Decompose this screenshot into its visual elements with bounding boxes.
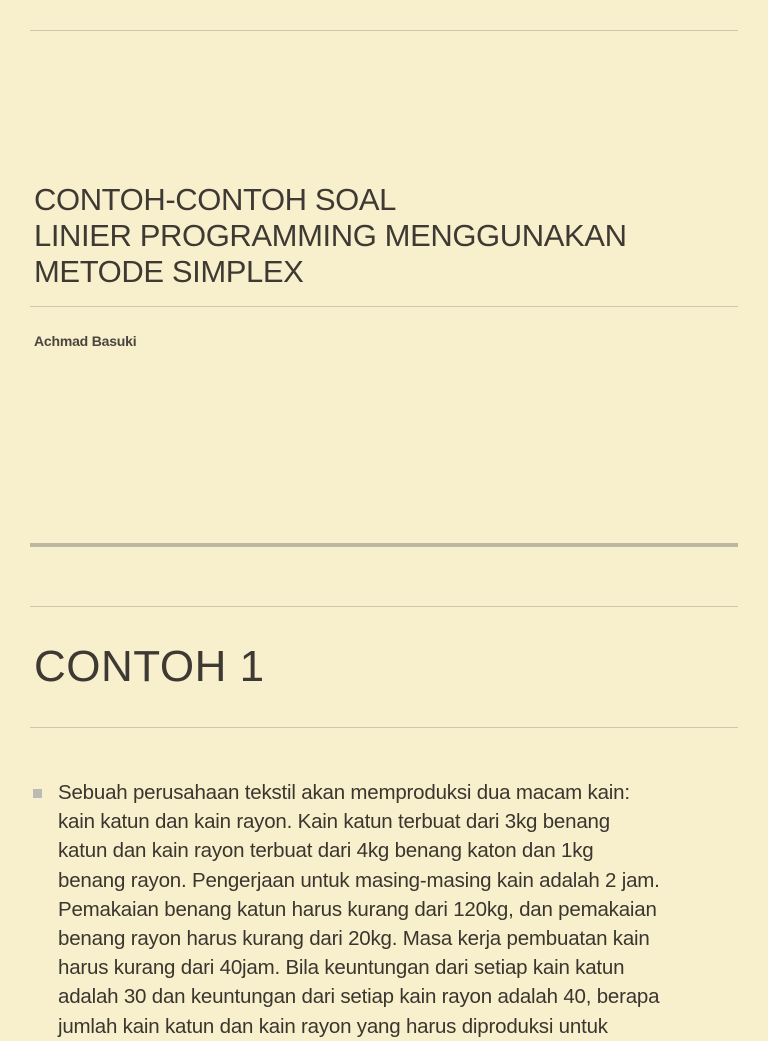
slide-separator xyxy=(30,543,738,547)
bullet-square-icon xyxy=(33,789,42,798)
author-name: Achmad Basuki xyxy=(34,333,137,349)
slide-title-line-1: CONTOH-CONTOH SOAL xyxy=(34,182,396,217)
slide-2-title-divider xyxy=(30,727,738,728)
slide-title-line-2: LINIER PROGRAMMING MENGGUNAKAN xyxy=(34,218,627,253)
problem-line-8: adalah 30 dan keuntungan dari setiap kain rayon adalah 40, berapa xyxy=(58,985,660,1009)
problem-line-1: Sebuah perusahaan tekstil akan memproduksi dua macam kain: xyxy=(58,781,630,804)
problem-line-9: jumlah kain katun dan kain rayon yang harus diproduksi untuk xyxy=(58,1014,608,1038)
problem-line-2: kain katun dan kain rayon. Kain katun terbuat dari 3kg benang xyxy=(58,810,610,834)
problem-line-3: katun dan kain rayon terbuat dari 4kg benang katon dan 1kg xyxy=(58,839,594,863)
section-title: CONTOH 1 xyxy=(34,642,265,691)
slide-1-title-divider xyxy=(30,306,738,307)
slide-2-top-divider xyxy=(30,606,738,607)
problem-line-4: benang rayon. Pengerjaan untuk masing-masing kain adalah 2 jam. xyxy=(58,868,660,892)
problem-line-6: benang rayon harus kurang dari 20kg. Masa kerja pembuatan kain xyxy=(58,927,650,951)
slide-title-line-3: METODE SIMPLEX xyxy=(34,254,304,289)
problem-description xyxy=(58,778,758,1041)
slide-1-top-divider xyxy=(30,30,738,31)
slide-title xyxy=(34,182,734,290)
problem-line-5: Pemakaian benang katun harus kurang dari 120kg, dan pemakaian xyxy=(58,897,657,921)
problem-line-7: harus kurang dari 40jam. Bila keuntungan dari setiap kain katun xyxy=(58,956,625,980)
